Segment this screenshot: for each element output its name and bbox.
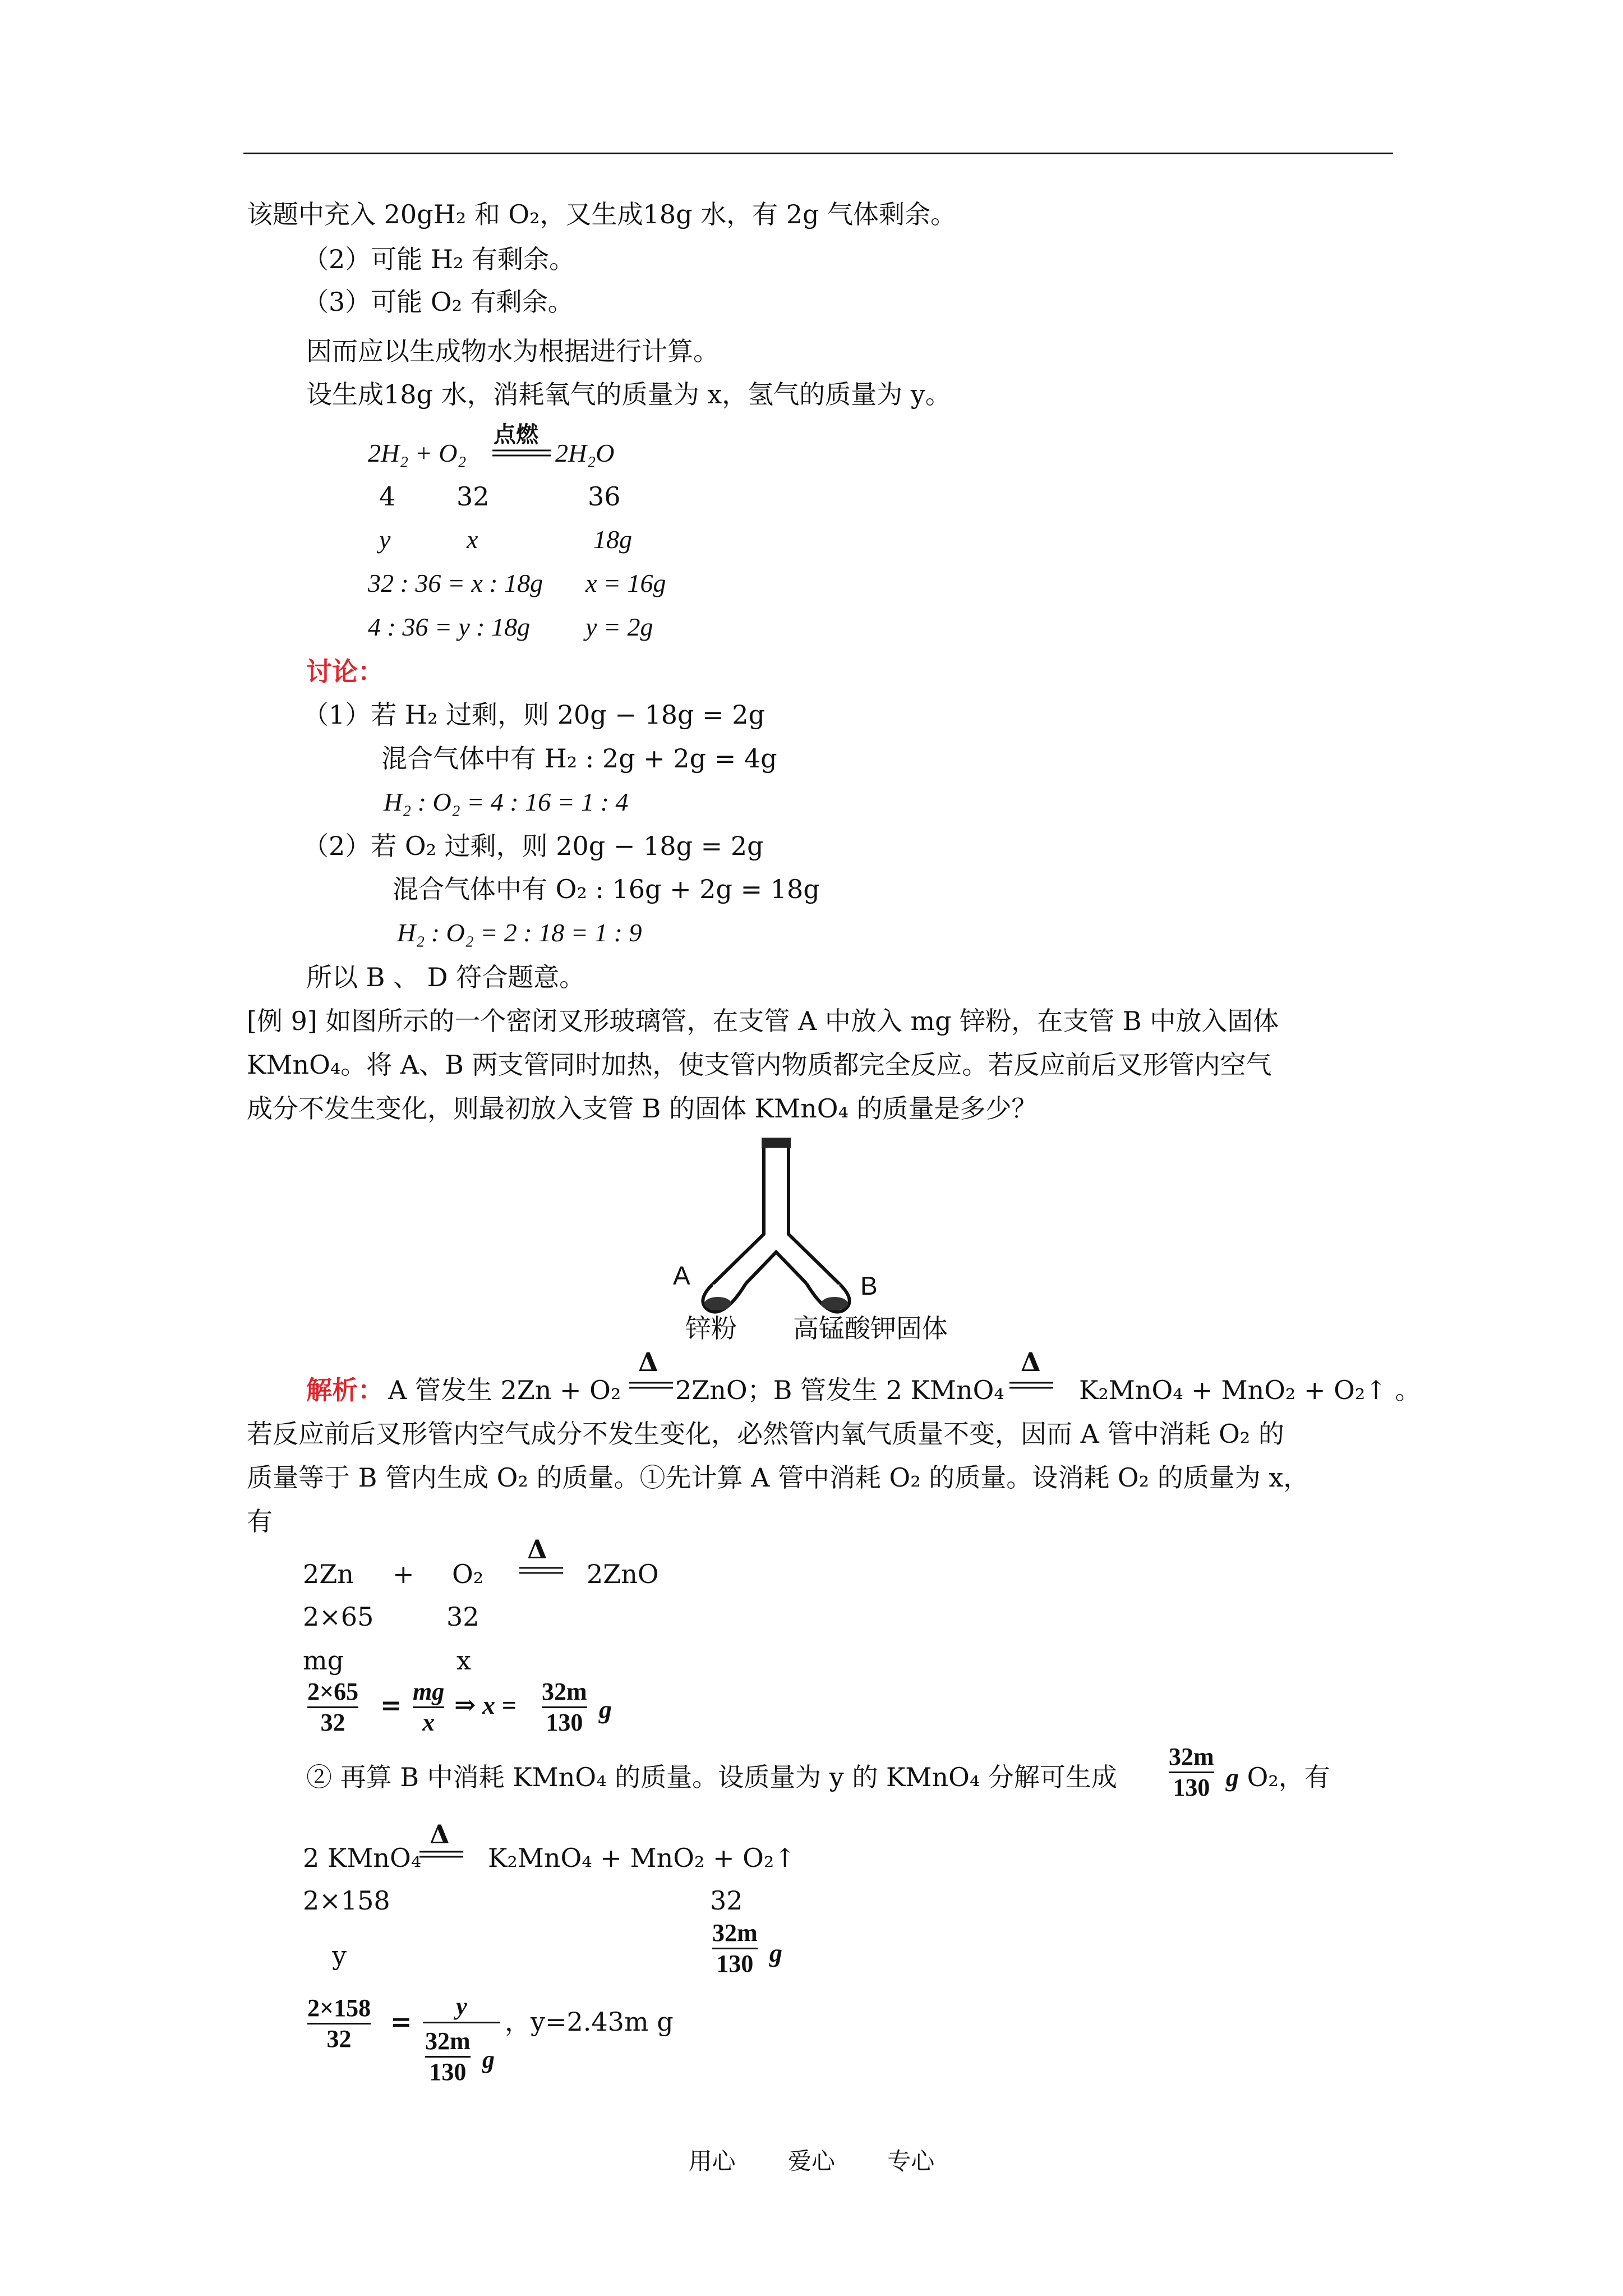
page-footer [0, 2143, 1623, 2177]
fraction-numerator-y: y [456, 1993, 467, 2020]
analysis-eq-c: K₂MnO₄ + MnO₂ + O₂↑ 。 [1079, 1375, 1421, 1405]
step-2-o2: O₂，有 [1247, 1762, 1330, 1792]
equals-arrow [1009, 1381, 1053, 1390]
fraction-2x158-32: 2×158 32 [307, 1994, 371, 2053]
equals-arrow [519, 1566, 563, 1575]
heat-symbol-4: Δ [430, 1819, 450, 1849]
implies-x: ⇒ x = [454, 1691, 517, 1719]
equals-sign: = [380, 1690, 402, 1720]
heat-symbol-3: Δ [527, 1534, 547, 1565]
equation-product: 2H₂O [555, 439, 615, 467]
fraction-mg-x: mg x [413, 1678, 445, 1736]
equals-sign: = [390, 2007, 412, 2037]
analysis-line-4: 有 [247, 1506, 273, 1536]
y-tube-figure [662, 1133, 998, 1318]
discussion-heading: 讨论： [306, 656, 384, 687]
analysis-eq-a: A 管发生 2Zn + O₂ [388, 1375, 621, 1405]
ratio-4: 4 [379, 481, 396, 512]
result-x: x = 16g [585, 569, 666, 597]
fraction-2x65-32: 2×65 32 [307, 1678, 359, 1736]
equation-reactants: 2H₂ + O₂ [368, 439, 467, 467]
compound-fraction [423, 1991, 500, 2086]
figure-label-a: A [673, 1261, 690, 1290]
figure-label-b: B [860, 1271, 878, 1300]
discussion-1-mix: 混合气体中有 H₂ : 2g + 2g = 4g [381, 743, 777, 774]
header-rule [243, 153, 1393, 154]
fraction-32m-130: 32m 130 [542, 1678, 587, 1736]
kmno4-unknown: y [332, 1940, 347, 1971]
line-3: （3）可能 O₂ 有剩余。 [303, 287, 574, 317]
unit-g: g [1226, 1763, 1239, 1792]
example-line-3: 成分不发生变化，则最初放入支管 B 的固体 KMnO₄ 的质量是多少？ [247, 1093, 1038, 1124]
analysis-line-3: 质量等于 B 管内生成 O₂ 的质量。①先计算 A 管中消耗 O₂ 的质量。设消耗 O₂ 的质量为 x， [247, 1462, 1310, 1493]
figure-caption-kmno4: 高锰酸钾固体 [793, 1313, 948, 1343]
footer-word-1: 用心 [688, 2147, 736, 2175]
var-x: x [467, 525, 478, 554]
var-y: y [379, 525, 391, 554]
zn-reactant: 2Zn [303, 1559, 354, 1589]
line-5: 设生成18g 水，消耗氧气的质量为 x，氢气的质量为 y。 [306, 379, 951, 409]
example-line-2: KMnO₄。将 A、B 两支管同时加热，使支管内物质都完全反应。若反应前后叉形管内空气 [247, 1050, 1272, 1080]
zn-plus: + [393, 1559, 414, 1589]
step-2-text: ② 再算 B 中消耗 KMnO₄ 的质量。设质量为 y 的 KMnO₄ 分解可生成 [306, 1762, 1117, 1792]
equation-condition: 点燃 [494, 421, 538, 448]
ratio-32: 32 [457, 481, 490, 512]
result-y: y = 2g [585, 613, 653, 641]
unit-g: g [599, 1695, 612, 1724]
heat-symbol-2: Δ [1021, 1347, 1041, 1377]
zn-product: 2ZnO [587, 1559, 659, 1589]
analysis-eq-b: 2ZnO；B 管发生 2 KMnO₄ [675, 1375, 1004, 1405]
line-2: （2）可能 H₂ 有剩余。 [303, 244, 575, 274]
footer-word-3: 专心 [887, 2147, 935, 2175]
fraction-32m-130: 32m 130 [712, 1919, 758, 1977]
discussion-1: （1）若 H₂ 过剩，则 20g − 18g = 2g [303, 700, 765, 730]
discussion-2-ratio: H₂ : O₂ = 2 : 18 = 1 : 9 [397, 918, 642, 947]
equals-arrow [492, 449, 551, 458]
heat-symbol-1: Δ [638, 1347, 658, 1377]
analysis-line-2: 若反应前后叉形管内空气成分不发生变化，必然管内氧气质量不变，因而 A 管中消耗 O₂ 的 [247, 1419, 1284, 1449]
proportion-y: 4 : 36 = y : 18g [368, 613, 531, 641]
discussion-2-mix: 混合气体中有 O₂ : 16g + 2g = 18g [393, 874, 820, 904]
fraction-32m-130: 32m 130 [1169, 1743, 1214, 1801]
equals-arrow [629, 1381, 673, 1390]
discussion-1-ratio: H₂ : O₂ = 4 : 16 = 1 : 4 [384, 788, 629, 816]
o2-mass-32: 32 [710, 1885, 743, 1916]
figure-caption-zinc: 锌粉 [685, 1313, 737, 1343]
line-1: 该题中充入 20gH₂ 和 O₂，又生成18g 水，有 2g 气体剩余。 [247, 199, 957, 229]
footer-word-2: 爱心 [787, 2147, 835, 2175]
fraction-32m-130: $\frac{32m}{130}$ [425, 2027, 471, 2086]
proportion-x: 32 : 36 = x : 18g [368, 569, 543, 597]
discussion-2: （2）若 O₂ 过剩，则 20g − 18g = 2g [303, 831, 764, 861]
kmno4-products: K₂MnO₄ + MnO₂ + O₂↑ [488, 1843, 796, 1873]
var-18g: 18g [593, 525, 632, 554]
zn-given: mg [303, 1645, 344, 1676]
unit-g: g [482, 2046, 495, 2073]
unit-g: g [769, 1939, 782, 1967]
o2-unknown: x [457, 1645, 471, 1676]
kmno4-reactant: 2 KMnO₄ [303, 1843, 422, 1873]
ratio-36: 36 [588, 481, 621, 512]
step-2-tail [1226, 1760, 1330, 1795]
analysis-label: 解析： [306, 1375, 384, 1405]
example-line-1: [例 9] 如图所示的一个密闭叉形玻璃管，在支管 A 中放入 mg 锌粉，在支管 B 中放入固体 [247, 1006, 1279, 1036]
fraction-bar [423, 2022, 500, 2023]
zn-o2: O₂ [452, 1559, 484, 1589]
o2-mass: 32 [446, 1602, 479, 1632]
line-4: 因而应以生成物水为根据进行计算。 [306, 336, 719, 366]
conclusion: 所以 B 、 D 符合题意。 [306, 962, 585, 992]
kmno4-mass: 2×158 [303, 1885, 390, 1916]
equals-arrow [419, 1850, 463, 1859]
final-result: ，y=2.43m g [505, 2007, 674, 2037]
zn-mass: 2×65 [303, 1602, 374, 1632]
